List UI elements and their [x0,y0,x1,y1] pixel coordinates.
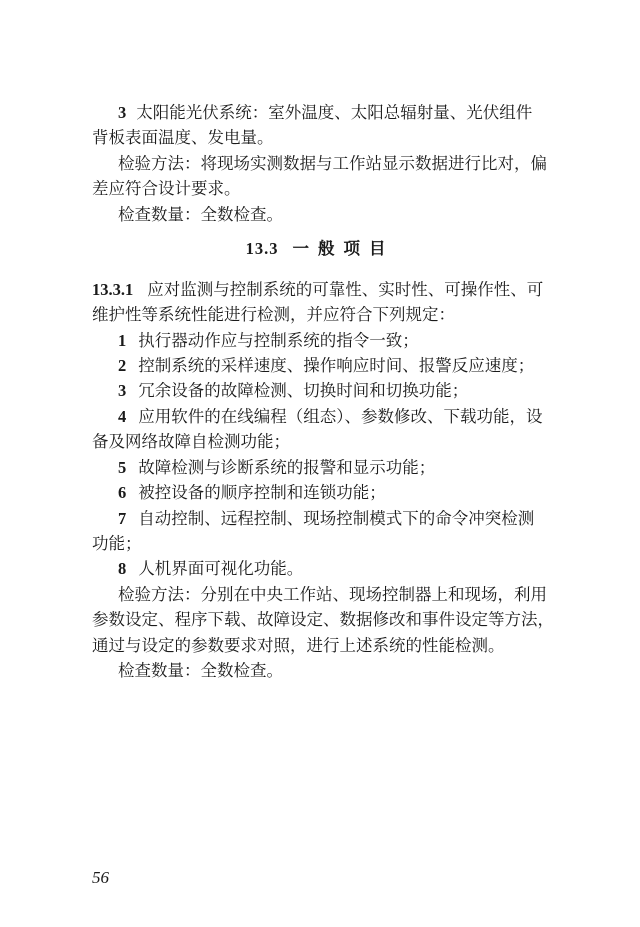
item-text: 故障检测与诊断系统的报警和显示功能； [138,458,436,477]
text-line: 通过与设定的参数要求对照，进行上述系统的性能检测。 [92,636,505,655]
list-item [118,331,640,351]
item-text: 太阳能光伏系统：室外温度、太阳总辐射量、光伏组件 [136,103,533,122]
text-line: 检验方法：分别在中央工作站、现场控制器上和现场，利用 [118,585,547,604]
list-item [118,103,640,123]
text-line: 功能； [92,534,142,553]
item-number: 1 [118,331,127,350]
list-item [118,381,640,401]
list-item [118,559,640,579]
section-heading [0,239,640,259]
item-number: 3 [118,103,127,122]
list-item [118,509,640,529]
section-number: 13.3 [245,239,279,258]
text-line: 维护性等系统性能进行检测，并应符合下列规定： [92,305,455,324]
text-line: 差应符合设计要求。 [92,179,241,198]
list-item [118,407,640,427]
list-item [118,483,640,503]
item-text: 人机界面可视化功能。 [138,559,304,578]
list-item [118,458,640,478]
page-number: 56 [92,868,109,887]
item-text: 执行器动作应与控制系统的指令一致； [138,331,419,350]
item-text: 冗余设备的故障检测、切换时间和切换功能； [138,381,469,400]
list-item [118,356,640,376]
item-number: 8 [118,559,127,578]
item-number: 2 [118,356,127,375]
clause-number: 13.3.1 [92,280,134,299]
item-text: 应用软件的在线编程（组态）、参数修改、下载功能，设 [138,407,543,426]
item-number: 7 [118,509,127,528]
item-number: 5 [118,458,127,477]
text-line: 背板表面温度、发电量。 [92,128,274,147]
text-line: 检查数量：全数检查。 [118,661,283,680]
section-title: 一般项目 [292,239,395,258]
text-line: 备及网络故障自检测功能； [92,432,290,451]
item-number: 6 [118,483,127,502]
item-number: 4 [118,407,127,426]
text-line: 检验方法：将现场实测数据与工作站显示数据进行比对，偏 [118,154,547,173]
item-text: 控制系统的采样速度、操作响应时间、报警反应速度； [138,356,535,375]
item-number: 3 [118,381,127,400]
item-text: 自动控制、远程控制、现场控制模式下的命令冲突检测 [138,509,535,528]
text-line: 检查数量：全数检查。 [118,205,283,224]
text-line: 参数设定、程序下载、故障设定、数据修改和事件设定等方法， [92,610,554,629]
clause-heading-line [92,280,640,300]
item-text: 被控设备的顺序控制和连锁功能； [138,483,386,502]
clause-text: 应对监测与控制系统的可靠性、实时性、可操作性、可 [147,280,544,299]
